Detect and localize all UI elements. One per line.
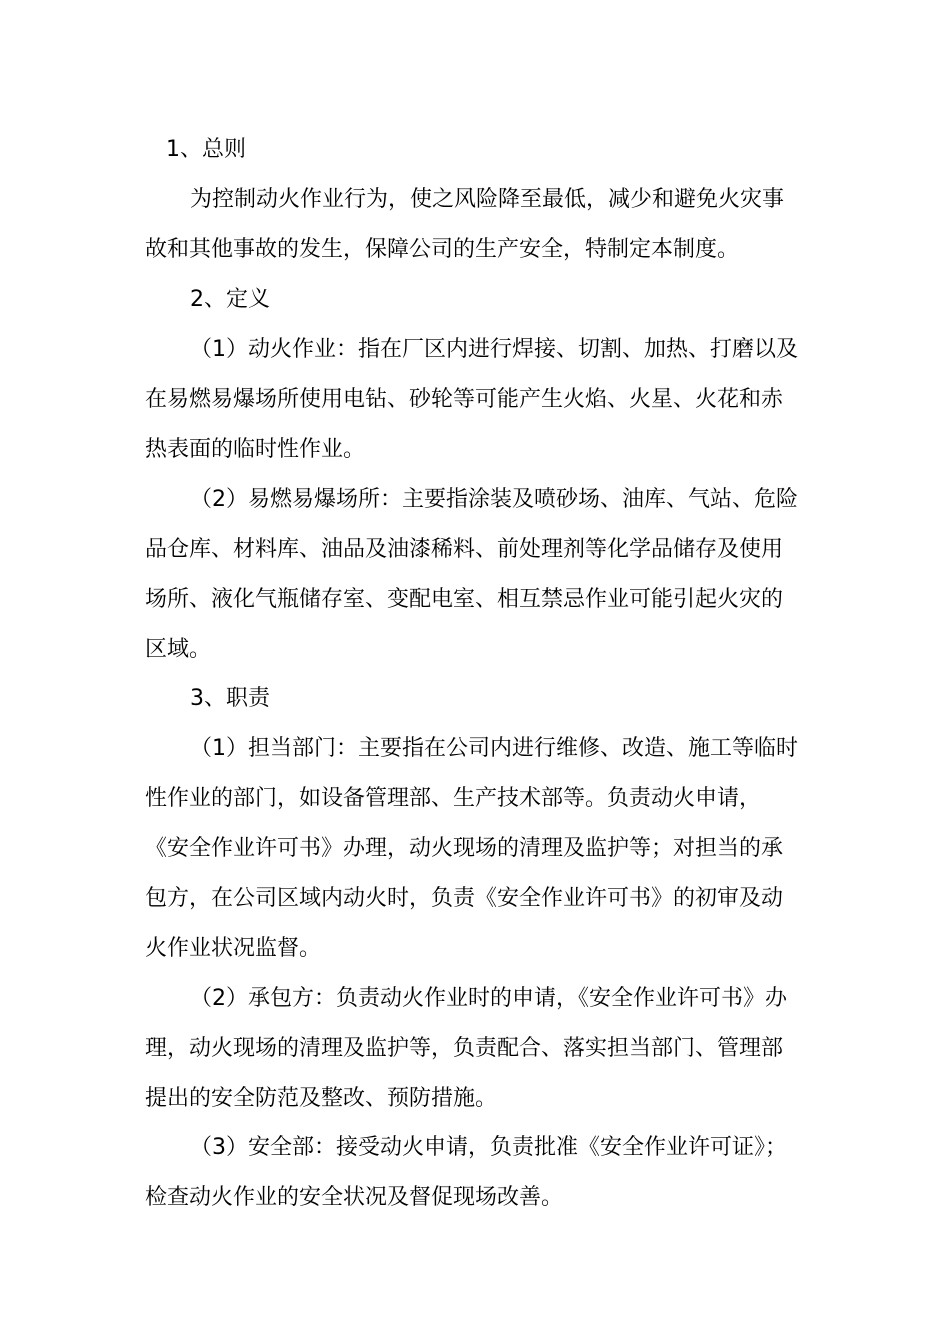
paragraph-line: 热表面的临时性作业。 (145, 437, 366, 462)
paragraph-line: 包方，在公司区域内动火时，负责《安全作业许可书》的初审及动 (145, 886, 784, 911)
section-heading-general: 1、总则 (166, 137, 246, 162)
paragraph-line: 场所、液化气瓶储存室、变配电室、相互禁忌作业可能引起火灾的 (145, 587, 784, 612)
paragraph-line: 区域。 (145, 637, 212, 662)
paragraph-line: （2）易燃易爆场所：主要指涂装及喷砂场、油库、气站、危险 (190, 487, 798, 512)
paragraph-line: 提出的安全防范及整改、预防措施。 (145, 1086, 498, 1111)
paragraph-line: （2）承包方：负责动火作业时的申请，《安全作业许可书》办 (190, 986, 787, 1011)
paragraph-line: 品仓库、材料库、油品及油漆稀料、前处理剂等化学品储存及使用 (145, 537, 784, 562)
paragraph-line: （3）安全部：接受动火申请，负责批准《安全作业许可证》； (190, 1135, 787, 1160)
section-heading-responsibility: 3、职责 (190, 686, 270, 711)
paragraph-line: 检查动火作业的安全状况及督促现场改善。 (145, 1185, 564, 1210)
paragraph-line: 在易燃易爆场所使用电钻、砂轮等可能产生火焰、火星、火花和赤 (145, 387, 784, 412)
paragraph-line: （1）担当部门：主要指在公司内进行维修、改造、施工等临时 (190, 736, 798, 761)
section-heading-definition: 2、定义 (190, 287, 270, 312)
paragraph-line: 火作业状况监督。 (145, 936, 322, 961)
paragraph-line: 《安全作业许可书》办理，动火现场的清理及监护等；对担当的承 (145, 836, 784, 861)
paragraph-line: （1）动火作业：指在厂区内进行焊接、切割、加热、打磨以及 (190, 337, 798, 362)
paragraph-line: 故和其他事故的发生，保障公司的生产安全，特制定本制度。 (145, 237, 740, 262)
paragraph-line: 为控制动火作业行为，使之风险降至最低，减少和避免火灾事 (190, 187, 785, 212)
paragraph-line: 性作业的部门，如设备管理部、生产技术部等。负责动火申请， (145, 786, 762, 811)
paragraph-line: 理，动火现场的清理及监护等，负责配合、落实担当部门、管理部 (145, 1036, 784, 1061)
